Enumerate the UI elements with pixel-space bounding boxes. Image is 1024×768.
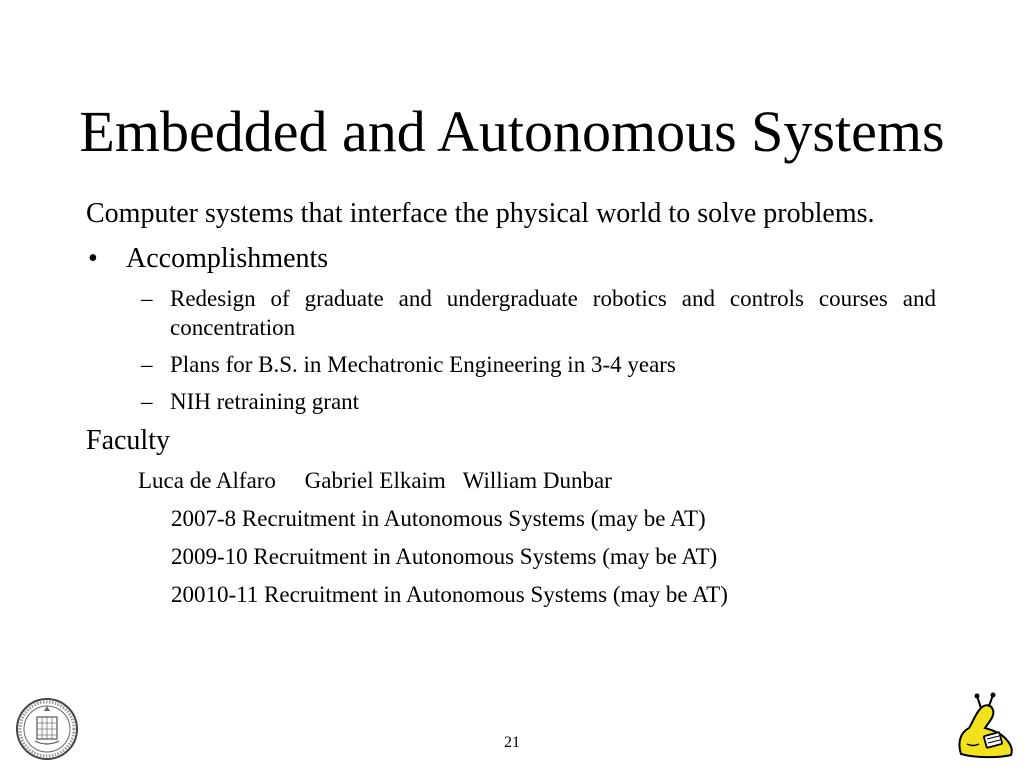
accomplishment-text: Redesign of graduate and undergraduate robotics and controls courses and concentration [170,286,936,340]
dash-marker: – [141,286,153,311]
list-item [86,387,936,416]
slide-title: Embedded and Autonomous Systems [79,99,945,164]
list-item [86,350,936,379]
accomplishment-text: NIH retraining grant [170,389,360,414]
dash-marker: – [141,352,153,377]
bullet-marker: • [88,243,98,274]
faculty-names: Luca de Alfaro Gabriel Elkaim William Dunbar [138,468,612,493]
faculty-heading: Faculty [86,425,170,456]
recruitment-line: 20010-11 Recruitment in Autonomous Systems (may be AT) [171,582,728,607]
slide-body [86,197,936,609]
intro-paragraph: Computer systems that interface the physical world to solve problems. [86,198,875,229]
page-number: 21 [504,734,520,751]
bullet-accomplishments [86,242,936,275]
recruitment-line: 2007-8 Recruitment in Autonomous Systems (may be AT) [171,506,706,531]
dash-marker: – [141,389,153,414]
list-item [86,284,936,342]
accomplishments-heading: Accomplishments [126,243,329,274]
accomplishments-list [86,284,936,416]
banana-slug-mascot-icon [955,692,1017,760]
recruitment-line: 2009-10 Recruitment in Autonomous Systems (may be AT) [171,544,718,569]
accomplishment-text: Plans for B.S. in Mechatronic Engineering in 3-4 years [170,352,676,377]
